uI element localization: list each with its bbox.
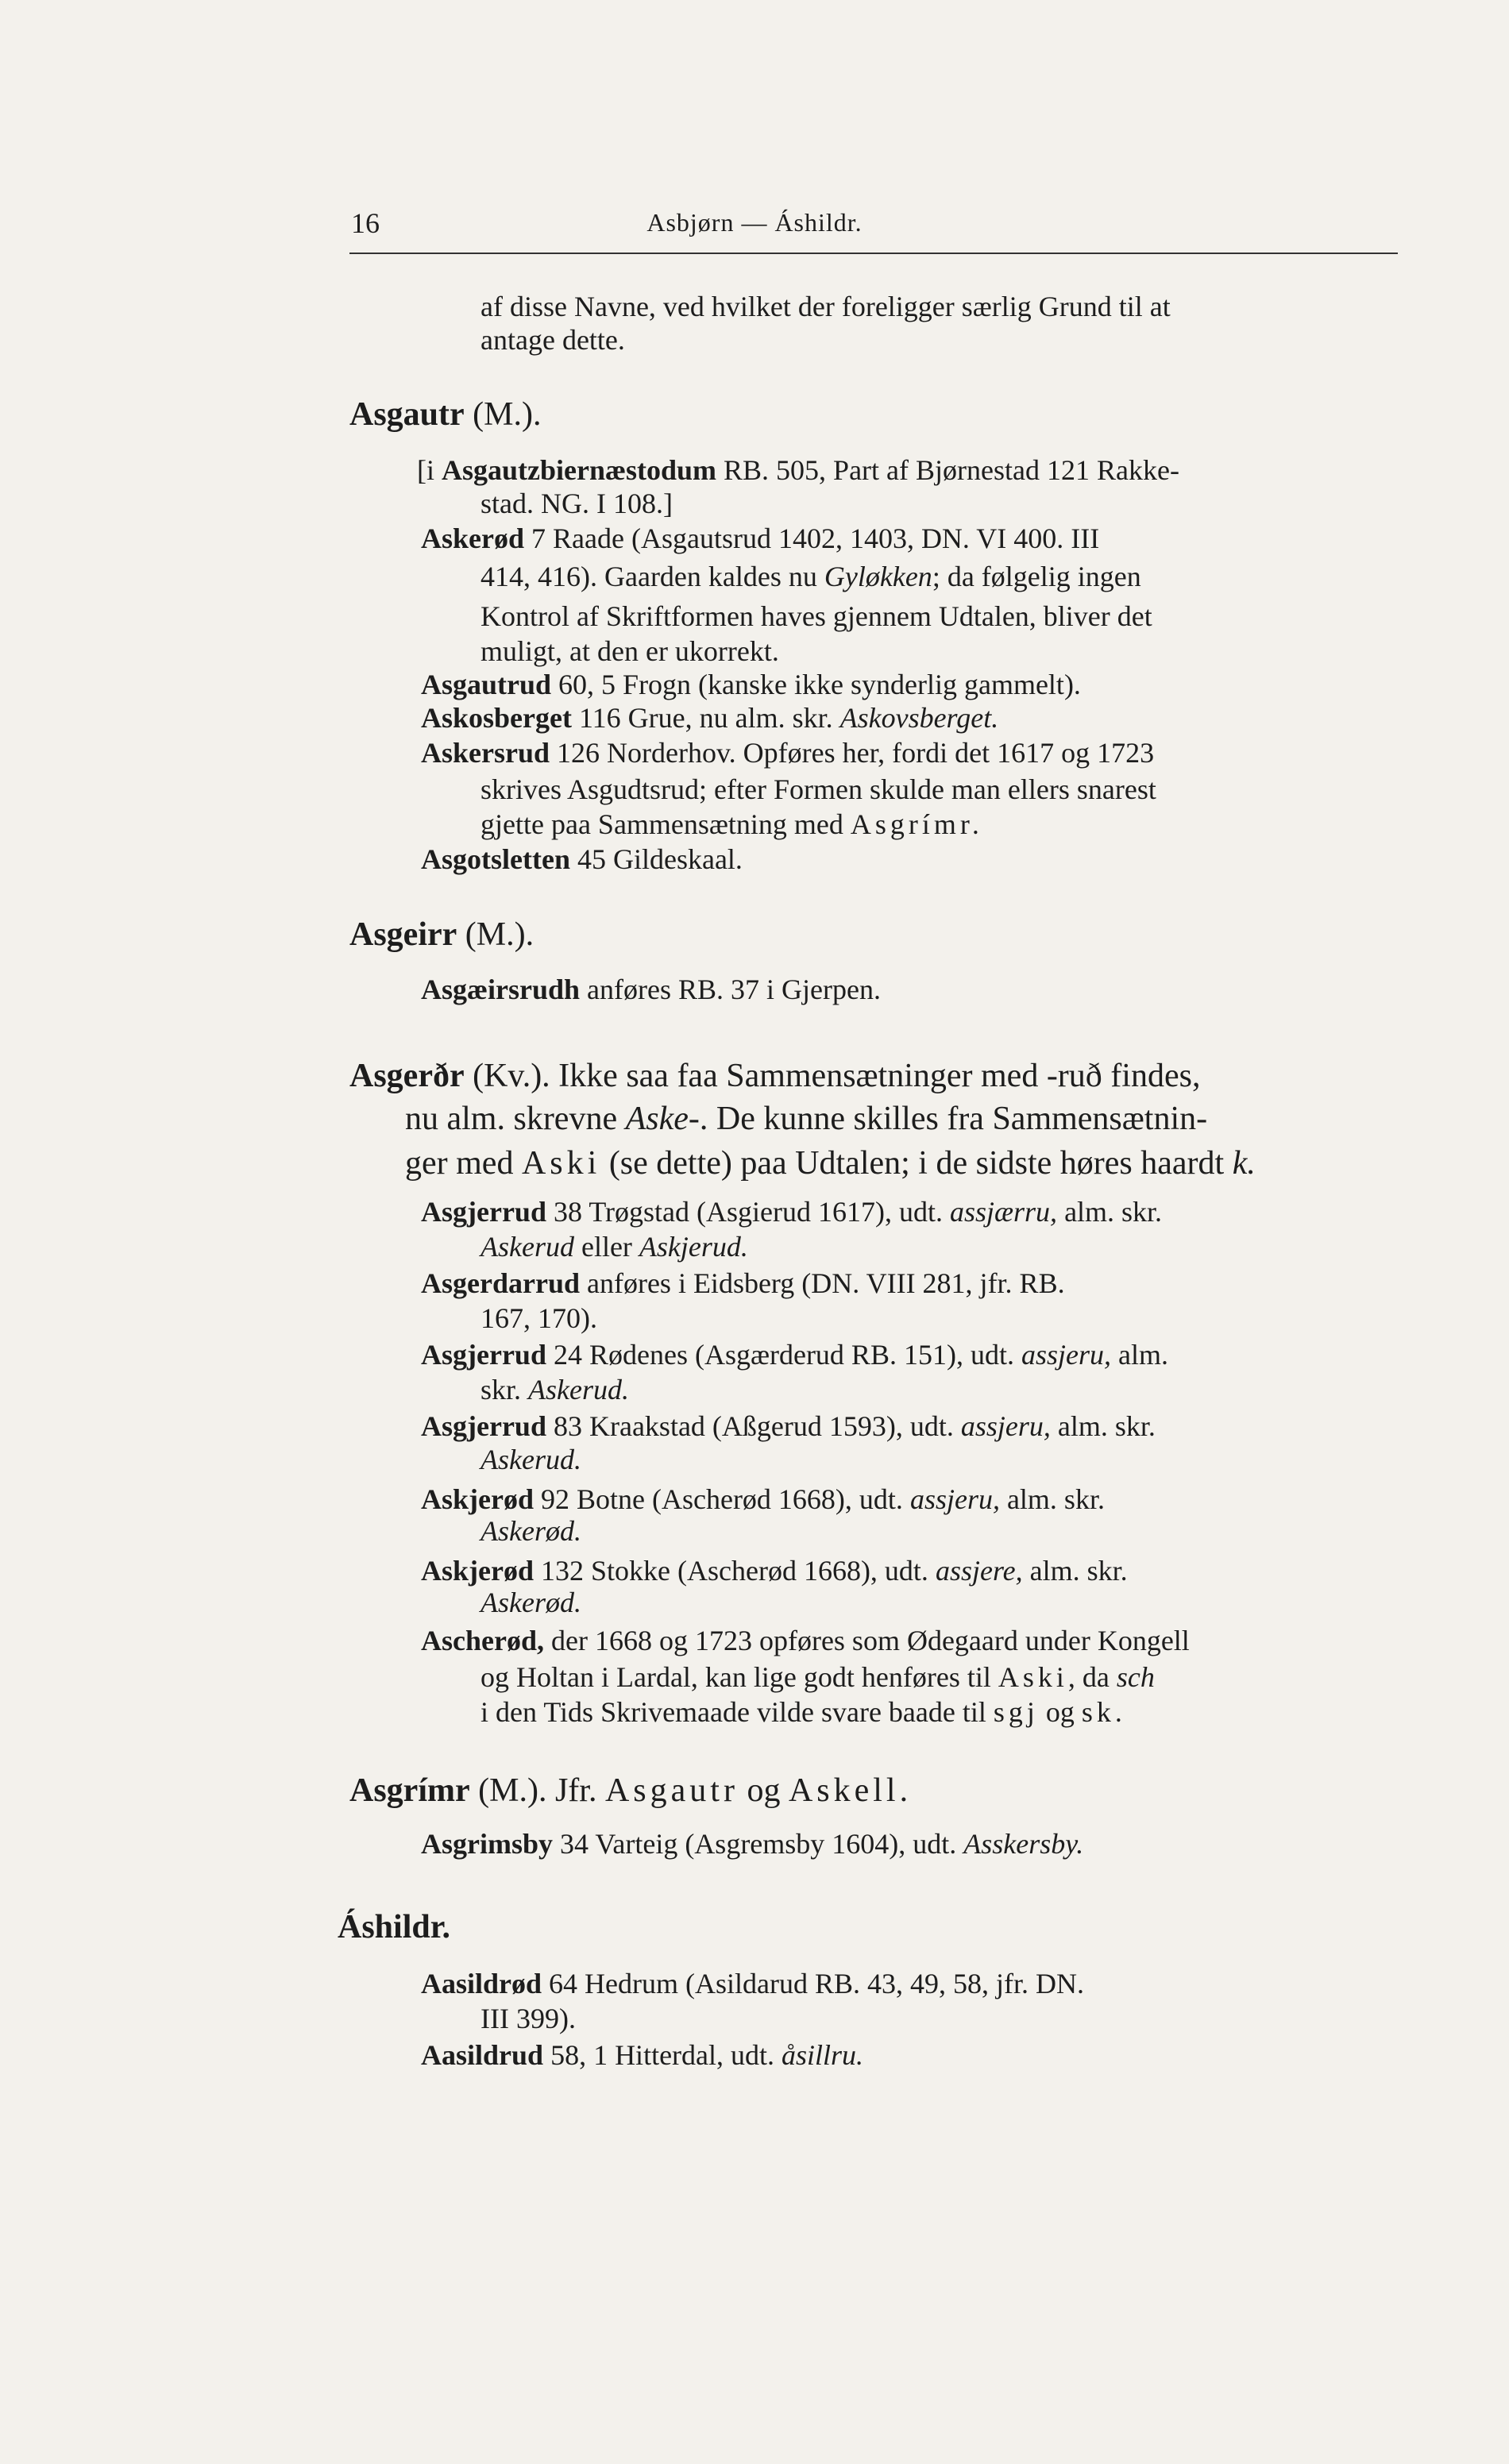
entry-line: Aasildrød 64 Hedrum (Asildarud RB. 43, 49, 58, jfr. DN.: [421, 1968, 1084, 1999]
text-line: Askerud eller Askjerud.: [480, 1231, 748, 1263]
text-line: skrives Asgudtsrud; efter Formen skulde man ellers snarest: [480, 773, 1156, 805]
text-line: og Holtan i Lardal, kan lige godt henføres til Aski, da sch: [480, 1661, 1155, 1693]
text-line: Kontrol af Skriftformen haves gjennem Udtalen, bliver det: [480, 600, 1152, 632]
entry-line: Askjerød 132 Stokke (Ascherød 1668), udt. assjere, alm. skr.: [421, 1555, 1128, 1587]
text-line: muligt, at den er ukorrekt.: [480, 635, 779, 667]
text-line: af disse Navne, ved hvilket der foreligger særlig Grund til at: [480, 291, 1171, 322]
entry-line: Asgautrud 60, 5 Frogn (kanske ikke synderlig gammelt).: [421, 669, 1081, 700]
text-line: gjette paa Sammensætning med Asgrímr.: [480, 808, 983, 840]
text-line: III 399).: [480, 2003, 576, 2034]
text-line: nu alm. skrevne Aske-. De kunne skilles fra Sammensætnin-: [405, 1101, 1208, 1137]
text-line: 167, 170).: [480, 1302, 597, 1334]
text-line: 414, 416). Gaarden kaldes nu Gyløkken; da følgelig ingen: [480, 561, 1141, 592]
entry-line: Asgjerrud 24 Rødenes (Asgærderud RB. 151), udt. assjeru, alm.: [421, 1339, 1168, 1371]
entry-line: Askersrud 126 Norderhov. Opføres her, fordi det 1617 og 1723: [421, 737, 1155, 769]
entry-line: Asgotsletten 45 Gildeskaal.: [421, 843, 743, 875]
name-heading: Asgerðr (Kv.). Ikke saa faa Sammensætninger med -ruð findes,: [349, 1058, 1201, 1094]
entry-line: Askosberget 116 Grue, nu alm. skr. Askovsberget.: [421, 702, 999, 734]
entry-line: Ascherød, der 1668 og 1723 opføres som Ødegaard under Kongell: [421, 1625, 1190, 1656]
page-number: 16: [351, 207, 380, 239]
entry-line: [i Asgautzbiernæstodum RB. 505, Part af Bjørnestad 121 Rakke-: [417, 454, 1179, 486]
text-line: stad. NG. I 108.]: [480, 488, 673, 519]
header-rule: [349, 253, 1398, 254]
text-line: skr. Askerud.: [480, 1374, 629, 1406]
text-line: Askerød.: [480, 1515, 581, 1547]
entry-line: Aasildrud 58, 1 Hitterdal, udt. åsillru.: [421, 2039, 864, 2071]
entry-line: Asgrimsby 34 Varteig (Asgremsby 1604), udt. Asskersby.: [421, 1828, 1084, 1860]
entry-line: Askerød 7 Raade (Asgautsrud 1402, 1403, DN. VI 400. III: [421, 522, 1100, 554]
entry-line: Askjerød 92 Botne (Ascherød 1668), udt. assjeru, alm. skr.: [421, 1483, 1105, 1515]
entry-line: Asgæirsrudh anføres RB. 37 i Gjerpen.: [421, 974, 881, 1005]
entry-line: Asgerdarrud anføres i Eidsberg (DN. VIII 281, jfr. RB.: [421, 1267, 1065, 1299]
running-title: Asbjørn — Áshildr.: [646, 208, 863, 237]
text-line: antage dette.: [480, 324, 625, 356]
name-heading: Asgrímr (M.). Jfr. Asgautr og Askell.: [349, 1772, 913, 1809]
name-heading: Asgautr (M.).: [349, 396, 542, 433]
text-line: Askerud.: [480, 1444, 581, 1475]
text-line: i den Tids Skrivemaade vilde svare baade til sgj og sk.: [480, 1696, 1126, 1728]
entry-line: Asgjerrud 83 Kraakstad (Aßgerud 1593), udt. assjeru, alm. skr.: [421, 1410, 1156, 1442]
name-heading: Asgeirr (M.).: [349, 916, 535, 953]
text-line: Askerød.: [480, 1587, 581, 1618]
name-heading: Áshildr.: [338, 1909, 451, 1945]
text-line: ger med Aski (se dette) paa Udtalen; i de sidste høres haardt k.: [405, 1145, 1256, 1182]
entry-line: Asgjerrud 38 Trøgstad (Asgierud 1617), udt. assjærru, alm. skr.: [421, 1196, 1163, 1228]
